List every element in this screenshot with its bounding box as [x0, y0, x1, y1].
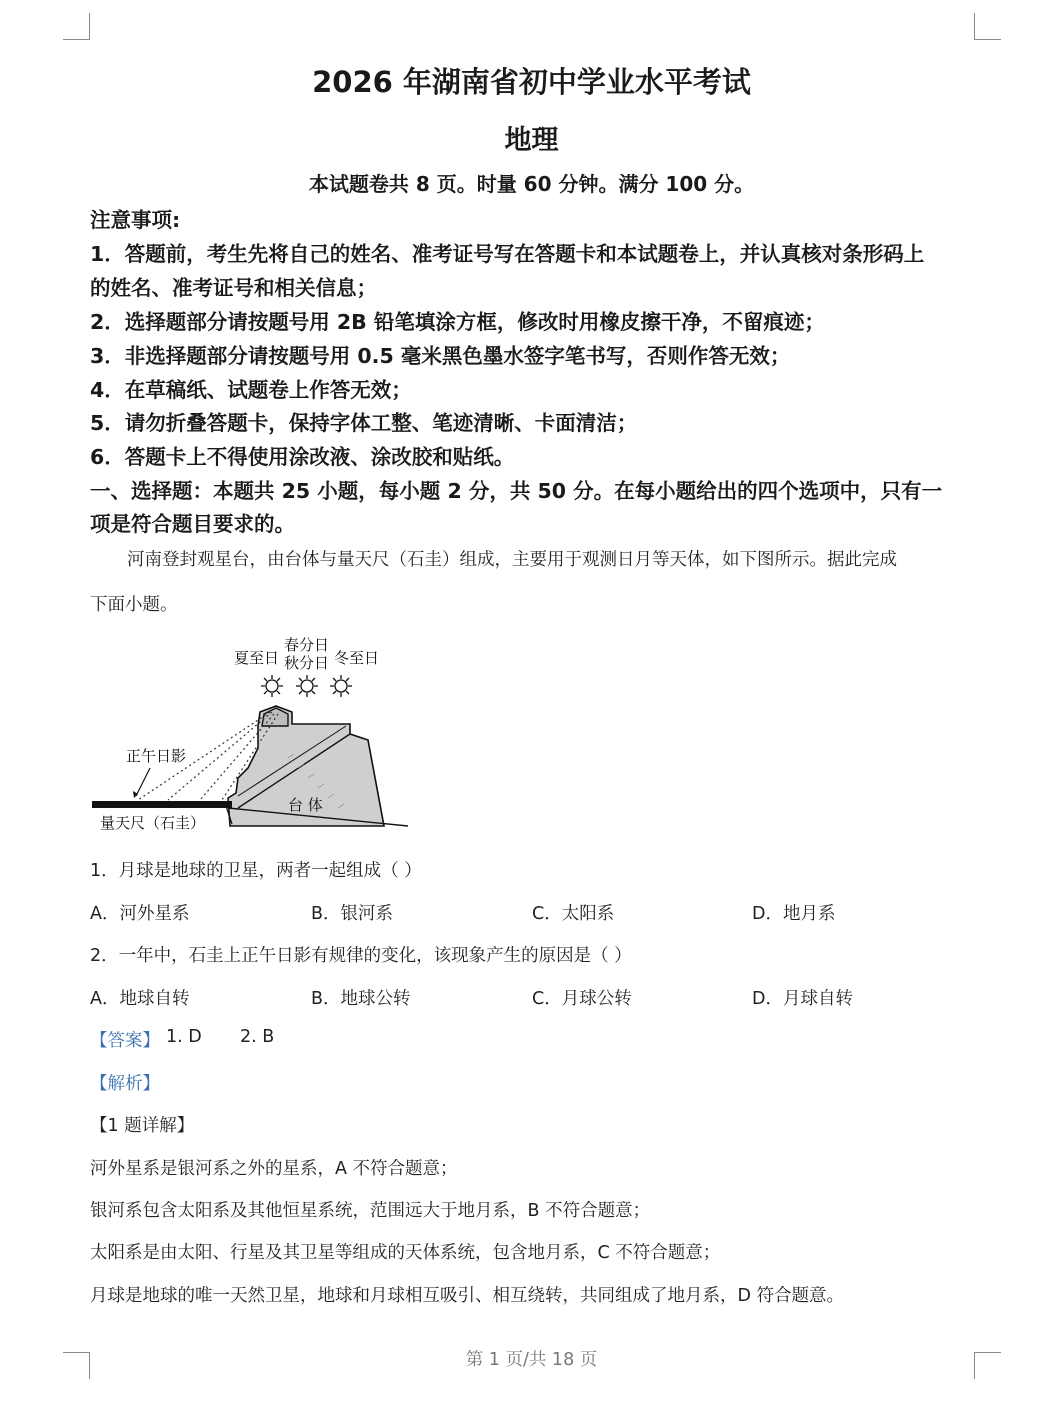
notice-line: 的姓名、准考证号和相关信息；	[90, 276, 377, 300]
section-heading: 一、选择题：本题共 25 小题，每小题 2 分，共 50 分。在每小题给出的四个选项中，只有一	[90, 479, 943, 503]
sun-icon	[330, 675, 352, 697]
answer-2: 2. B	[240, 1027, 275, 1047]
question-2-stem: 2．一年中，石圭上正午日影有规律的变化，该现象产生的原因是（ ）	[90, 946, 632, 966]
answer-1: 1. D	[166, 1027, 202, 1047]
stone-ruler	[92, 801, 232, 808]
label-summer-solstice: 夏至日	[234, 649, 280, 667]
notice-line: 4．在草稿纸、试题卷上作答无效；	[90, 378, 412, 402]
analysis-detail-tag: 【1 题详解】	[90, 1116, 195, 1136]
question-2-option-a: A．地球自转	[90, 989, 190, 1009]
label-winter-solstice: 冬至日	[334, 649, 380, 667]
exam-title: 2026 年湖南省初中学业水平考试	[312, 65, 751, 99]
section-heading: 项是符合题目要求的。	[90, 512, 295, 536]
page-footer: 第 1 页/共 18 页	[465, 1350, 598, 1370]
corner-mark-top-right	[974, 13, 1001, 40]
corner-mark-top-left	[63, 13, 90, 40]
label-platform: 台 体	[288, 796, 323, 814]
label-stone-ruler: 量天尺（石圭）	[100, 814, 206, 832]
sun-icon	[261, 675, 283, 697]
notice-line: 1．答题前，考生先将自己的姓名、准考证号写在答题卡和本试题卷上，并认真核对条形码上	[90, 242, 925, 266]
question-1-option-d: D．地月系	[752, 904, 836, 924]
passage-text: 河南登封观星台，由台体与量天尺（石圭）组成，主要用于观测日月等天体，如下图所示。据此完成	[127, 550, 897, 570]
question-2-option-b: B．地球公转	[311, 989, 411, 1009]
question-2-option-d: D．月球自转	[752, 989, 853, 1009]
notice-line: 6．答题卡上不得使用涂改液、涂改胶和贴纸。	[90, 445, 515, 469]
sun-icon	[296, 675, 318, 697]
analysis-line: 月球是地球的唯一天然卫星，地球和月球相互吸引、相互绕转，共同组成了地月系，D 符合题意。	[90, 1286, 845, 1306]
notice-heading: 注意事项:	[90, 208, 181, 232]
question-1-option-a: A．河外星系	[90, 904, 190, 924]
notice-line: 5．请勿折叠答题卡，保持字体工整、笔迹清晰、卡面清洁；	[90, 411, 638, 435]
question-1-option-b: B．银河系	[311, 904, 394, 924]
question-2-option-c: C．月球公转	[532, 989, 632, 1009]
passage-text: 下面小题。	[90, 595, 178, 615]
exam-info: 本试题卷共 8 页。时量 60 分钟。满分 100 分。	[308, 172, 755, 196]
analysis-line: 河外星系是银河系之外的星系，A 不符合题意；	[90, 1159, 458, 1179]
question-1-option-c: C．太阳系	[532, 904, 615, 924]
analysis-line: 太阳系是由太阳、行星及其卫星等组成的天体系统，包含地月系，C 不符合题意；	[90, 1243, 721, 1263]
answer-tag: 【答案】	[90, 1031, 160, 1051]
notice-line: 3．非选择题部分请按题号用 0.5 毫米黑色墨水签字笔书写，否则作答无效；	[90, 344, 791, 368]
observatory-diagram	[88, 628, 418, 838]
label-noon-shadow: 正午日影	[126, 747, 187, 765]
analysis-tag: 【解析】	[90, 1074, 160, 1094]
exam-subject: 地理	[504, 125, 559, 156]
question-1-stem: 1．月球是地球的卫星，两者一起组成（ ）	[90, 861, 422, 881]
label-autumn-equinox: 秋分日	[284, 654, 330, 672]
notice-line: 2．选择题部分请按题号用 2B 铅笔填涂方框，修改时用橡皮擦干净，不留痕迹；	[90, 310, 825, 334]
analysis-line: 银河系包含太阳系及其他恒星系统，范围远大于地月系，B 不符合题意；	[90, 1201, 651, 1221]
label-spring-equinox: 春分日	[284, 636, 330, 654]
